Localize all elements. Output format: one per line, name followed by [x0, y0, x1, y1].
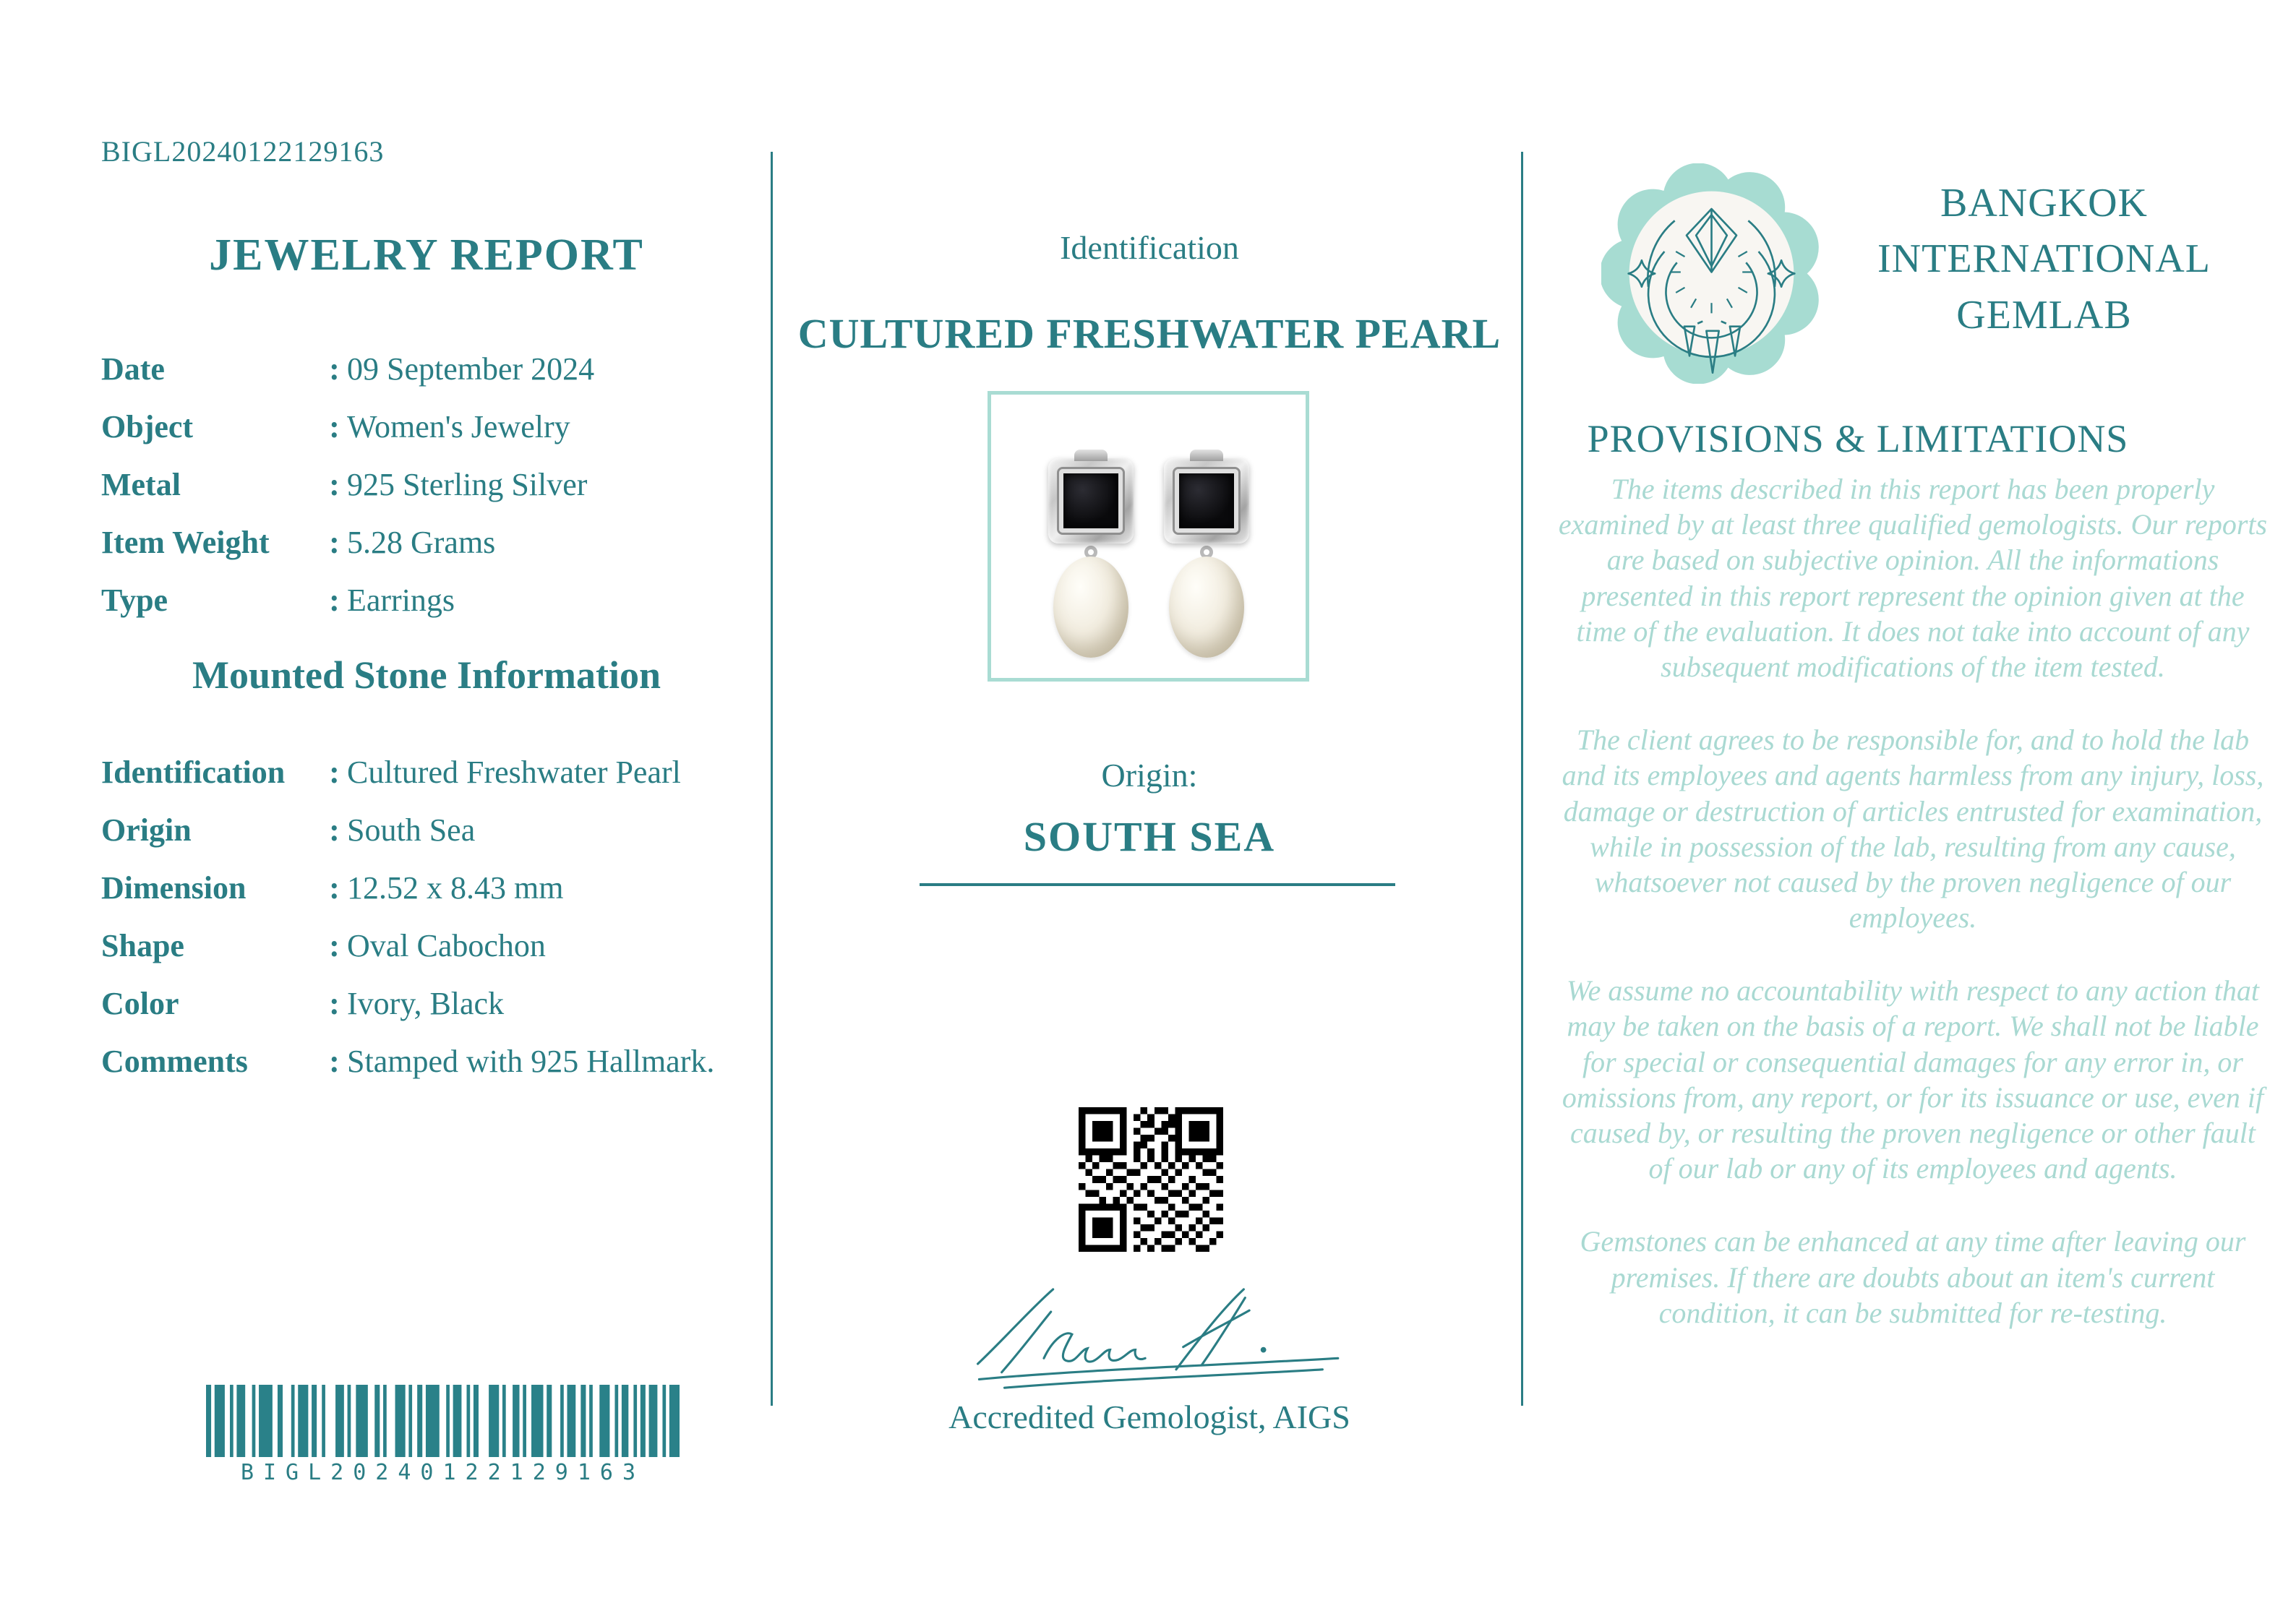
field-colon: :	[329, 351, 340, 387]
field-colon: :	[329, 466, 340, 502]
provisions-paragraphs	[1556, 471, 2270, 1331]
field-label: Metal	[101, 466, 181, 502]
field-row-comments	[101, 1032, 752, 1090]
stone-name: CULTURED FRESHWATER PEARL	[797, 310, 1502, 357]
field-value: 925 Sterling Silver	[347, 466, 588, 502]
field-row-color	[101, 974, 752, 1032]
earring-left	[1048, 458, 1134, 658]
barcode	[206, 1385, 680, 1485]
earring-right	[1164, 458, 1249, 658]
field-label: Item Weight	[101, 524, 270, 560]
field-label: Shape	[101, 927, 184, 963]
provisions-paragraph-4: Gemstones can be enhanced at any time after leaving our premises. If there are doubts about an item's current condition, it can be submitted for re-testing.	[1580, 1225, 2246, 1329]
field-value: Earrings	[347, 582, 455, 618]
field-label: Identification	[101, 754, 286, 790]
gemologist-signature	[965, 1278, 1359, 1401]
field-value: Ivory, Black	[347, 985, 505, 1021]
onyx-stone	[1175, 469, 1238, 533]
onyx-stud	[1164, 458, 1249, 544]
barcode-icon	[206, 1385, 680, 1457]
field-value: 12.52 x 8.43 mm	[347, 869, 564, 906]
mounted-stone-section-title: Mounted Stone Information	[192, 653, 661, 697]
report-number: BIGL20240122129163	[101, 135, 385, 168]
identification-heading: Identification	[1060, 229, 1239, 266]
field-label: Comments	[101, 1043, 248, 1079]
origin-value: SOUTH SEA	[1023, 813, 1276, 860]
field-value: South Sea	[347, 812, 476, 848]
field-row-type	[101, 571, 752, 629]
field-label: Origin	[101, 812, 192, 848]
field-value: Women's Jewelry	[347, 408, 570, 444]
provisions-paragraph-3: We assume no accountability with respect to any action that may be taken on the basis of a report. We shall not be liable for special or consequential damages for any error in, or omissions from, any report, or for its issuance or use, even if caused by, or resulting the proven negligence or other fault of our lab or any of its employees and agents.	[1562, 974, 2264, 1185]
field-row-shape	[101, 916, 752, 974]
origin-underline	[920, 883, 1395, 886]
field-row-metal	[101, 455, 752, 513]
field-colon: :	[329, 985, 340, 1021]
field-row-dimension	[101, 859, 752, 916]
field-row-origin	[101, 801, 752, 859]
barcode-text: BIGL20240122129163	[240, 1460, 646, 1485]
field-label: Color	[101, 985, 179, 1021]
field-colon: :	[329, 927, 340, 963]
report-title: JEWELRY REPORT	[209, 231, 644, 280]
lab-name: BANGKOK INTERNATIONAL GEMLAB	[1877, 181, 2211, 338]
field-colon: :	[329, 524, 340, 560]
onyx-stone	[1059, 469, 1123, 533]
field-row-item-weight	[101, 513, 752, 571]
gemlab-logo-icon	[1601, 163, 1822, 384]
origin-label: Origin:	[1101, 757, 1198, 794]
qr-code-icon	[1079, 1107, 1223, 1252]
field-row-date	[101, 340, 752, 398]
field-label: Object	[101, 408, 194, 444]
field-row-object	[101, 398, 752, 455]
gemologist-title: Accredited Gemologist, AIGS	[948, 1399, 1350, 1435]
column-divider-right	[1521, 152, 1523, 1406]
field-value: Stamped with 925 Hallmark.	[347, 1043, 715, 1079]
mounted-stone-fields	[101, 743, 752, 1090]
field-colon: :	[329, 408, 340, 444]
column-divider-left	[771, 152, 773, 1406]
field-value: Oval Cabochon	[347, 927, 546, 963]
field-value: Cultured Freshwater Pearl	[347, 754, 681, 790]
field-row-identification	[101, 743, 752, 801]
onyx-stud	[1048, 458, 1134, 544]
field-label: Date	[101, 351, 165, 387]
field-value: 09 September 2024	[347, 351, 595, 387]
field-colon: :	[329, 754, 340, 790]
jewelry-photo	[988, 391, 1309, 682]
field-value: 5.28 Grams	[347, 524, 496, 560]
field-colon: :	[329, 1043, 340, 1079]
field-colon: :	[329, 812, 340, 848]
field-label: Type	[101, 582, 168, 618]
field-colon: :	[329, 869, 340, 906]
pearl-drop	[1053, 557, 1128, 658]
provisions-paragraph-2: The client agrees to be responsible for, and to hold the lab and its employees and agents harmless from any injury, loss, damage or destruction of articles entrusted for examination, while in possession of the lab, resulting from any cause, whatsoever not caused by the proven negligence of our employees.	[1562, 723, 2264, 935]
report-fields	[101, 340, 752, 629]
pearl-drop	[1169, 557, 1244, 658]
field-colon: :	[329, 582, 340, 618]
provisions-title: PROVISIONS & LIMITATIONS	[1587, 417, 2129, 460]
field-label: Dimension	[101, 869, 247, 906]
provisions-paragraph-1: The items described in this report has been properly examined by at least three qualified gemologists. Our reports are based on subjective opinion. All the informations presented in this report represent the opinion given at the time of the evaluation. It does not take into account of any subsequent modifications of the item tested.	[1558, 473, 2268, 683]
